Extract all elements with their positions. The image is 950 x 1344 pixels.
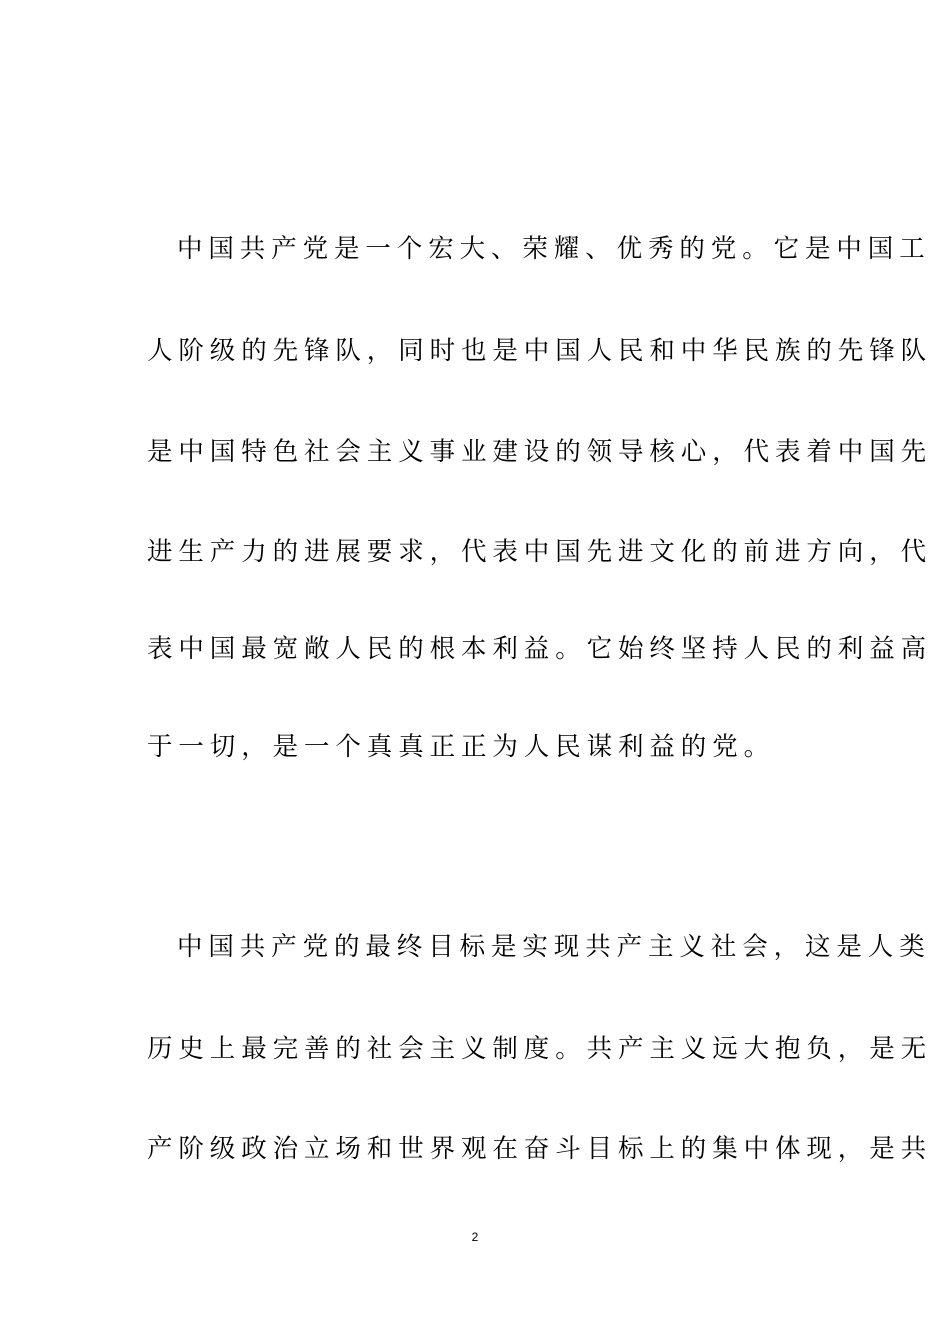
page-number: 2 bbox=[471, 1230, 479, 1244]
paragraph-line: 产阶级政治立场和世界观在奋斗目标上的集中体现，是共 bbox=[147, 1134, 933, 1164]
paragraph-line: 是中国特色社会主义事业建设的领导核心，代表着中国先 bbox=[147, 437, 933, 467]
paragraph-line: 历史上最完善的社会主义制度。共产主义远大抱负，是无 bbox=[147, 1034, 933, 1064]
paragraph-line: 于一切，是一个真真正正为人民谋利益的党。 bbox=[147, 732, 776, 762]
paragraph-line: 表中国最宽敞人民的根本利益。它始终坚持人民的利益高 bbox=[147, 634, 933, 664]
paragraph-line: 中国共产党是一个宏大、荣耀、优秀的党。它是中国工 bbox=[177, 234, 931, 264]
paragraph-line: 中国共产党的最终目标是实现共产主义社会，这是人类 bbox=[177, 932, 931, 962]
paragraph-line: 进生产力的进展要求，代表中国先进文化的前进方向，代 bbox=[147, 537, 933, 567]
paragraph-line: 人阶级的先锋队，同时也是中国人民和中华民族的先锋队 bbox=[147, 336, 933, 366]
